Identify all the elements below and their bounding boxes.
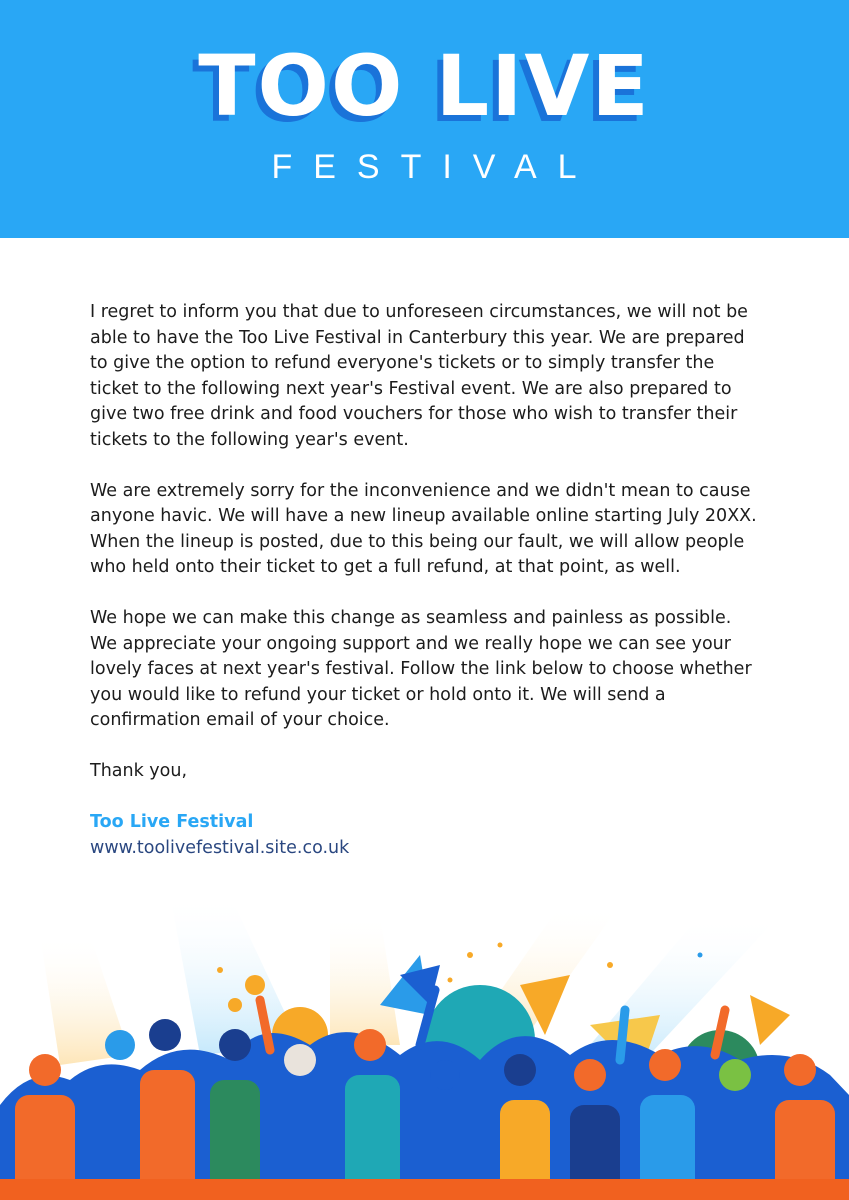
letter-closing: Thank you, (90, 761, 188, 781)
header-banner (0, 0, 849, 238)
logo-title: TOO LIVE (198, 37, 651, 135)
logo-subtitle: FESTIVAL (271, 148, 598, 186)
signature (90, 810, 760, 861)
letter-paragraph: I regret to inform you that due to unforeseen circumstances, we will not be able to have the Too Live Festival in Canterbury this year. We are prepared to give the option to refund everyone's tickets or to simply transfer the ticket to the following next year's Festival event. We are also prepared to give two free drink and food vouchers for those who wish to transfer their tickets to the following year's event. (90, 302, 748, 450)
festival-crowd-illustration-icon (0, 895, 849, 1200)
letter-paragraph: We hope we can make this change as seamless and painless as possible. We appreciate your ongoing support and we really hope we can see your lovely faces at next year's festival. Follow the link below to choose whether you would like to refund your ticket or hold onto it. We will send a confirmation email of your choice. (90, 608, 752, 730)
signature-name: Too Live Festival (90, 812, 254, 832)
letter-paragraph: We are extremely sorry for the inconvenience and we didn't mean to cause anyone havic. We will have a new lineup available online starting July 20XX. When the lineup is posted, due to this being our fault, we will allow people who held onto their ticket to get a full refund, at that point, as well. (90, 480, 757, 577)
letter-body (90, 300, 760, 861)
signature-url[interactable]: www.toolivefestival.site.co.uk (90, 837, 350, 858)
